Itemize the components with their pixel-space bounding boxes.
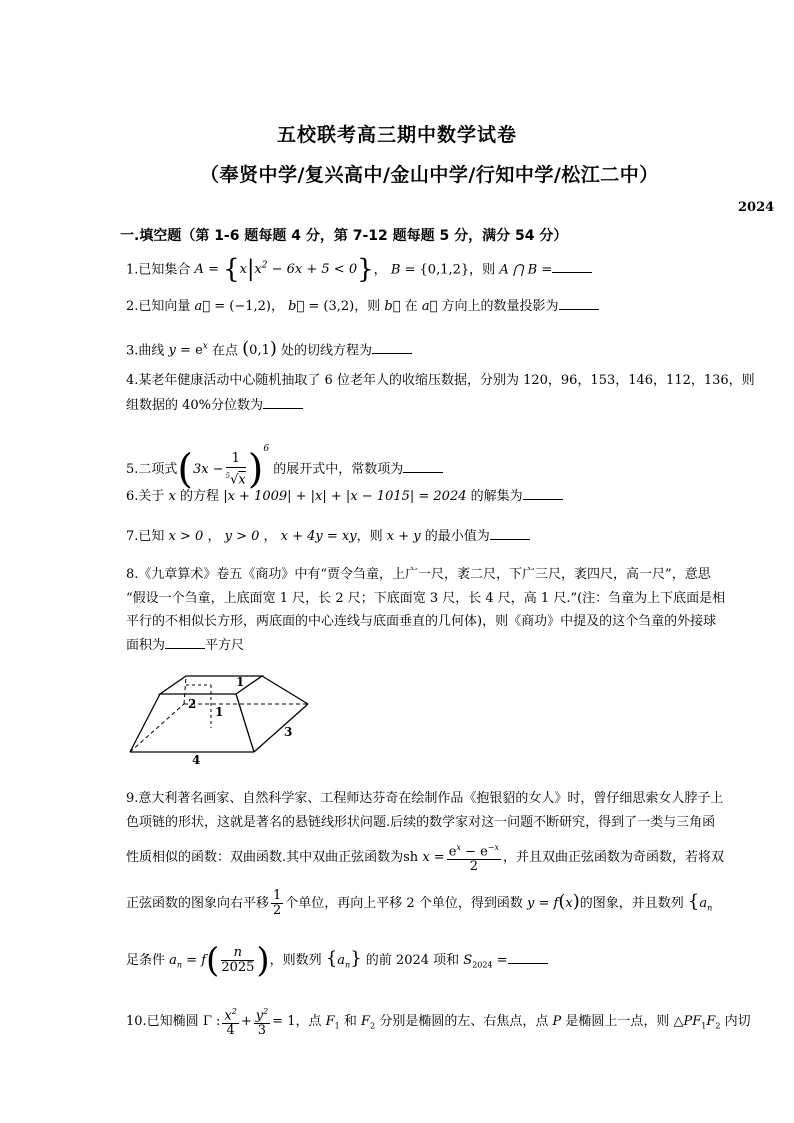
q9-sum-text: 的前 2024 项和: [365, 953, 460, 968]
question-4-line-2: [126, 396, 794, 415]
q2-vector-b: b⃗ = (3,2): [288, 299, 355, 314]
q8-unit: 平方尺: [205, 638, 245, 653]
question-8-line-1: 8.《九章算术》卷五《商功》中有“贾令刍童，上广一尺，袤二尺，下广三尺，袤四尺，高一尺”，意思: [126, 567, 711, 582]
q6-text: 6.关于: [126, 489, 165, 504]
question-10: [126, 1000, 794, 1044]
q2-sep: ，: [270, 299, 284, 314]
question-7: [126, 527, 794, 546]
label-bottom-width: 3: [284, 725, 293, 739]
answer-blank[interactable]: [372, 341, 412, 354]
answer-blank[interactable]: [523, 487, 563, 500]
q6-x: x: [168, 489, 176, 504]
q10-p: P: [552, 1014, 562, 1029]
section-heading: 一.填空题（第 1-6 题每题 4 分，第 7-12 题每题 5 分，满分 54 分）: [120, 228, 568, 244]
q7-conditions: x > 0 ， y > 0 ， x + 4y = xy: [168, 529, 357, 544]
answer-blank[interactable]: [165, 636, 205, 649]
question-5: [126, 424, 794, 493]
q10-and: 和: [343, 1014, 357, 1029]
answer-blank[interactable]: [490, 527, 530, 540]
q3-text: 3.曲线: [126, 343, 165, 359]
q3-point: (0,1): [242, 338, 277, 360]
exam-title: 五校联考高三期中数学试卷: [276, 124, 517, 146]
bottom-left-hidden-edge: [130, 704, 184, 752]
q6-equation-label: 的方程: [180, 489, 220, 504]
q10-foci-text: 分别是椭圆的左、右焦点，点: [379, 1014, 549, 1029]
q9-sequence: {$a_n$: [687, 891, 713, 913]
q9-then: ，则数列: [269, 953, 322, 968]
q9-sum: $S_{2024}$ =: [463, 953, 508, 970]
answer-blank[interactable]: [263, 396, 303, 409]
q9-sequence-text: 的图象，并且数列: [579, 896, 684, 911]
q2-b: b⃗: [384, 299, 401, 314]
lateral-edge-front-right: [236, 694, 254, 752]
question-2: [126, 297, 794, 316]
q1-set-b: B = {0,1,2}: [390, 262, 470, 278]
q2-vector-a: a⃗ = (−1,2): [194, 299, 271, 314]
question-8-line-4: [126, 636, 794, 655]
q9-up-text: 个单位，再向上平移 2 个单位，得到函数: [285, 896, 523, 911]
q2-then: ，则: [354, 299, 381, 314]
q10-incircle: 内切: [724, 1014, 751, 1029]
question-9-line-3: [126, 838, 794, 878]
q3-tangent: 处的切线方程为: [281, 343, 373, 359]
q9-half: $\frac{1}{2}$: [273, 888, 282, 918]
q7-sum: x + y: [386, 529, 421, 544]
question-4-line-1: 4.某老年健康活动中心随机抽取了 6 位老年人的收缩压数据，分别为 120，96，153，146，112，136，则: [126, 373, 755, 388]
frustum-figure: [126, 664, 326, 767]
q1-sep: ，: [373, 262, 387, 278]
q10-text: 10.已知椭圆: [126, 1014, 199, 1029]
question-6: [126, 487, 794, 506]
question-1: [126, 254, 794, 285]
answer-blank[interactable]: [403, 460, 443, 473]
answer-blank[interactable]: [552, 260, 592, 273]
q10-triangle: $\triangle PF_1F_2$: [673, 1014, 721, 1031]
q2-in: 在: [404, 299, 418, 314]
q7-minimum: 的最小值为: [424, 529, 490, 544]
question-8-line-3: 平行的不相似长方形，两底面的中心连线与底面垂直的几何体)，则《商功》中提及的这个刍童的外接球: [126, 614, 717, 629]
exam-date: 2024: [738, 200, 775, 215]
q10-then: 是椭圆上一点，则: [565, 1014, 670, 1029]
q10-f2: $F_2$: [361, 1014, 376, 1031]
q6-equation: |x + 1009| + |x| + |x − 1015| = 2024: [223, 489, 467, 504]
q9-sinh-formula: sh x = $\frac{e^x - e^{-x}}{2}$: [403, 842, 499, 875]
q9-sinh-text: 性质相似的函数：双曲函数.其中双曲正弦函数为: [126, 850, 404, 865]
q10-ellipse: Γ : $\frac{x^2}{4}$ + $\frac{y^2}{3}$ = 1: [202, 1006, 296, 1039]
lateral-edge-back-right: [262, 676, 308, 704]
question-3: [126, 338, 794, 360]
question-9-line-4: [126, 882, 794, 922]
q2-projection: 方向上的数量投影为: [441, 299, 559, 314]
q3-curve: $y = e^x$: [168, 342, 208, 359]
q4-text: 组数据的 40%分位数为: [126, 398, 264, 413]
q1-intersection: A ⋂ B =: [499, 262, 553, 278]
answer-blank[interactable]: [508, 951, 548, 964]
q5-constant: 的展开式中，常数项为: [273, 462, 404, 477]
q9-function: y = f(x): [526, 891, 580, 912]
q8-area: 面积为: [126, 638, 166, 653]
q10-point-text: ，点: [295, 1014, 322, 1029]
q9-shift-text: 正弦函数的图象向右平移: [126, 896, 270, 911]
q10-f1: $F_1$: [325, 1014, 340, 1031]
question-9-line-1: 9.意大利著名画家、自然科学家、工程师达芬奇在绘制作品《抱银貂的女人》时，曾仔细思索女人脖子上: [126, 791, 724, 806]
q1-set-a: $A = \{x|x^2 - 6x + 5 < 0\}$: [194, 254, 374, 285]
q2-text: 2.已知向量: [126, 299, 191, 314]
q9-condition-text: 足条件: [126, 953, 166, 968]
answer-blank[interactable]: [559, 297, 599, 310]
label-top-length: 2: [188, 697, 197, 711]
label-bottom-length: 4: [192, 753, 201, 767]
label-height: 1: [215, 705, 224, 719]
q3-at: 在点: [211, 343, 238, 359]
q1-text: 1.已知集合: [126, 262, 191, 278]
q9-sequence-2: $\{a_n\}$: [325, 948, 362, 970]
q9-condition: $a_n = f$( $\frac{n}{2025}$ ): [169, 940, 270, 981]
q7-then: ，则: [356, 529, 383, 544]
q6-solution: 的解集为: [470, 489, 523, 504]
lateral-edge-back-left: [184, 676, 186, 704]
bottom-right-edge: [254, 704, 308, 752]
q5-binomial: (3x − $\frac{1}{^5√x}$ )$^6$: [177, 444, 270, 493]
label-top-width: 1: [236, 675, 245, 689]
q2-a: a⃗: [421, 299, 438, 314]
question-9-line-2: 色项链的形状，这就是著名的悬链线形状问题.后续的数学家对这一问题不断研究，得到了一类与三角函: [126, 815, 716, 830]
q5-text: 5.二项式: [126, 462, 178, 477]
q1-then: ，则: [469, 262, 496, 278]
question-9-line-5: [126, 937, 794, 981]
q9-odd-text: ，并且双曲正弦函数为奇函数，若将双: [503, 850, 725, 865]
q7-text: 7.已知: [126, 529, 165, 544]
lateral-edge-front-left: [130, 694, 160, 752]
exam-subtitle: （奉贤中学/复兴高中/金山中学/行知中学/松江二中）: [200, 164, 659, 186]
question-8-line-2: “假设一个刍童，上底面宽 1 尺，长 2 尺；下底面宽 3 尺，长 4 尺，高 1 尺.”(注：刍童为上下底面是相: [126, 591, 726, 606]
